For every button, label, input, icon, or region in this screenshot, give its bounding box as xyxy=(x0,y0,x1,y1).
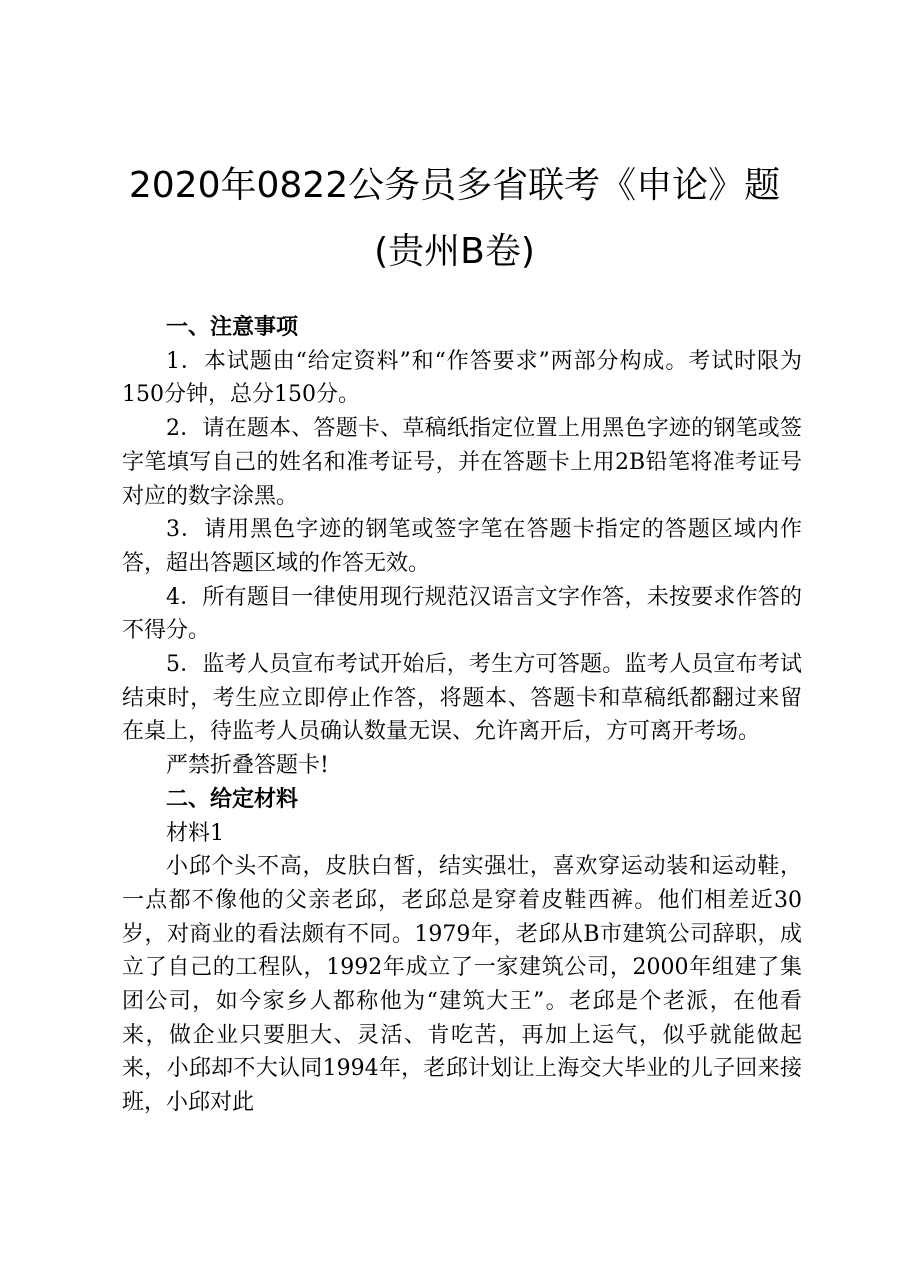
warning-text: 严禁折叠答题卡! xyxy=(166,753,329,779)
note-item: 3．请用黑色字迹的钢笔或签字笔在答题卡指定的答题区域内作答，超出答题区域的作答无效。 xyxy=(122,517,802,576)
section-heading-notes: 一、注意事项 xyxy=(166,315,299,340)
note-item: 5．监考人员宣布考试开始后，考生方可答题。监考人员宣布考试结束时，考生应立即停止作答，将题本、答题卡和草稿纸都翻过来留在桌上，待监考人员确认数量无误、允许离开后，方可离开考场。 xyxy=(122,652,802,745)
material-paragraph: 小邱个头不高，皮肤白皙，结实强壮，喜欢穿运动装和运动鞋，一点都不像他的父亲老邱，老邱总是穿着皮鞋西裤。他们相差近30岁，对商业的看法颇有不同。1979年，老邱从B市建筑公司辞职，成立了自己的工程队，1992年成立了一家建筑公司，2000年组建了集团公司，如今家乡人都称他为“建筑大王”。老邱是个老派，在他看来，做企业只要胆大、灵活、肯吃苦，再加上运气，似乎就能做起来，小邱却不大认同1994年，老邱计划让上海交大毕业的儿子回来接班，小邱对此 xyxy=(122,854,802,1116)
note-item: 1．本试题由“给定资料”和“作答要求”两部分构成。考试时限为150分钟，总分150分。 xyxy=(122,348,802,408)
note-item: 4．所有题目一律使用现行规范汉语言文字作答，未按要求作答的不得分。 xyxy=(122,584,802,644)
section-heading-materials: 二、给定材料 xyxy=(166,786,299,812)
material-label: 材料1 xyxy=(166,820,224,846)
document-title: 2020年0822公务员多省联考《申论》题 xyxy=(128,165,781,206)
document-subtitle: (贵州B卷) xyxy=(374,231,535,272)
document-body xyxy=(122,311,802,1120)
note-item: 2．请在题本、答题卡、草稿纸指定位置上用黑色字迹的钢笔或签字笔填写自己的姓名和准考证号，并在答题卡上用2B铅笔将准考证号对应的数字涂黑。 xyxy=(122,416,802,509)
